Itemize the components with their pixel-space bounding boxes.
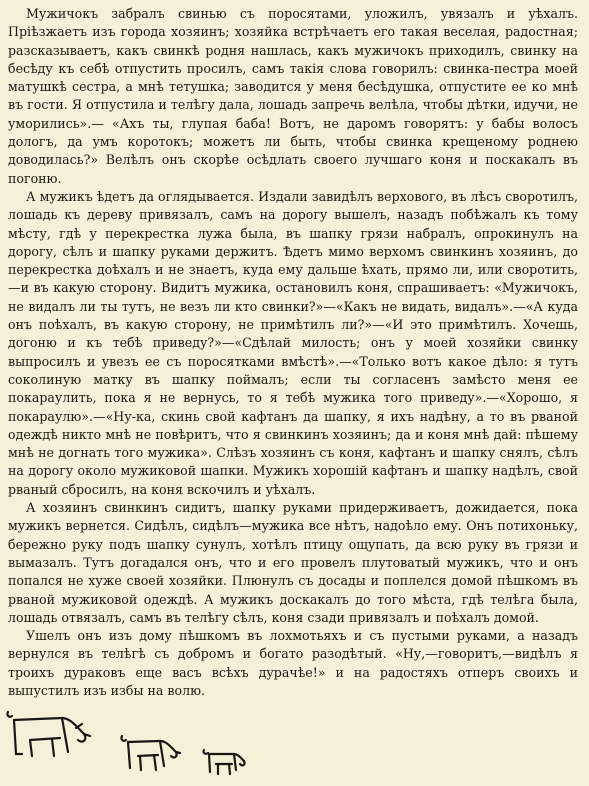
paragraph-3: А хозяинъ свинкинъ сидитъ, шапку руками придерживаетъ, дожидается, пока мужикъ вернется. Сидѣлъ, сидѣлъ—мужика все нѣтъ, надоѣло ему. Онъ потихоньку, бережно руку подъ шапку сунулъ, хотѣлъ птицу ощупать, да всю руку въ грязи и вымазалъ. Тутъ догадался онъ, что и его провелъ плутоватый мужикъ, что и онъ попался не хуже своей хозяйки. Плюнулъ съ досады и поплелся домой пѣшкомъ въ рваной мужиковой одеждѣ. А мужикъ доскакалъ до того мѣста, гдѣ телѣга была, лошадь отвязалъ, самъ въ телѣгу сѣлъ, коня сзади привязалъ и поѣхалъ домой. bbox=[8, 500, 578, 625]
pig-large-icon bbox=[7, 712, 90, 756]
pig-small-icon bbox=[203, 750, 244, 774]
story-text bbox=[8, 5, 578, 700]
pig-medium-icon bbox=[121, 736, 180, 770]
paragraph-2: А мужикъ ѣдетъ да оглядывается. Издали завидѣлъ верхового, въ лѣсъ своротилъ, лошадь къ дереву привязалъ, самъ на дорогу вышелъ, назадъ побѣжалъ къ тому мѣсту, гдѣ у перекрестка лужа была, въ шапку грязи набралъ, опрокинулъ на дорогу, сѣлъ и шапку руками держитъ. Ѣдетъ мимо верхомъ свинкинъ хозяинъ, до перекрестка доѣхалъ и не знаетъ, куда ему дальше ѣхать, прямо ли, или своротить,—и въ какую сторону. Видитъ мужика, остановилъ коня, спрашиваетъ: «Мужичокъ, не видалъ ли ты тутъ, не везъ ли кто свинки?»—«Какъ не видать, видалъ».—«А куда онъ поѣхалъ, въ какую сторону, не примѣтилъ ли?»—«И это примѣтилъ. Хочешь, догоню и къ тебѣ приведу?»—«Сдѣлай милость; онъ у моей хозяйки свинку выпросилъ и увезъ ее съ поросятками вмѣстѣ».—«Только вотъ какое дѣло: я тутъ соколиную матку въ шапку поймалъ; если ты согласенъ замѣсто меня ее покараулить, пока я не вернусь, то я тебѣ мужика того приведу».—«Хорошо, я покараулю».—«Ну-ка, скинь свой кафтанъ да шапку, я ихъ надѣну, а то въ рваной одеждѣ никто мнѣ не повѣритъ, что я свинкинъ хозяинъ; да и коня мнѣ дай: пѣшему мнѣ не догнать того мужика». Слѣзъ хозяинъ съ коня, кафтанъ и шапку снялъ, сѣлъ на дорогу около мужиковой шапки. Мужикъ хорошій кафтанъ и шапку надѣлъ, свой рваный сбросилъ, на коня вскочилъ и уѣхалъ. bbox=[8, 188, 578, 497]
piglets-ornament bbox=[0, 706, 589, 786]
paragraph-4: Ушелъ онъ изъ дому пѣшкомъ въ лохмотьяхъ и съ пустыми руками, а назадъ вернулся въ телѣгѣ съ добромъ и богато разодѣтый. «Ну,—говоритъ,—видѣлъ я троихъ дураковъ еще васъ всѣхъ дурачѣе!» и на радостяхъ отперъ своихъ и выпустилъ изъ избы на волю. bbox=[8, 628, 578, 698]
paragraph-1: Мужичокъ забралъ свинью съ поросятами, уложилъ, увязалъ и уѣхалъ. Пріѣзжаетъ изъ города хозяинъ; хозяйка встрѣчаетъ его такая веселая, радостная; разсказываетъ, какъ свинкѣ родня нашлась, какъ мужичокъ приходилъ, свинку на бесѣду къ себѣ отпустить просилъ, самъ такія слова говорилъ: свинка-пестра моей матушкѣ сестра, а мнѣ тетушка; заводится у меня бесѣдушка, отпустите ее ко мнѣ въ гости. Я отпустила и телѣгу дала, лошадь запречь велѣла, чтобы дѣтки, идучи, не уморились».— «Ахъ ты, глупая баба! Вотъ, не даромъ говорятъ: у бабы волосъ дологъ, да умъ коротокъ; можетъ ли быть, чтобы свинка крещеному роднею доводилась?» Велѣлъ онъ скорѣе осѣдлать своего лучшаго коня и поскакалъ въ погоню. bbox=[8, 6, 578, 186]
